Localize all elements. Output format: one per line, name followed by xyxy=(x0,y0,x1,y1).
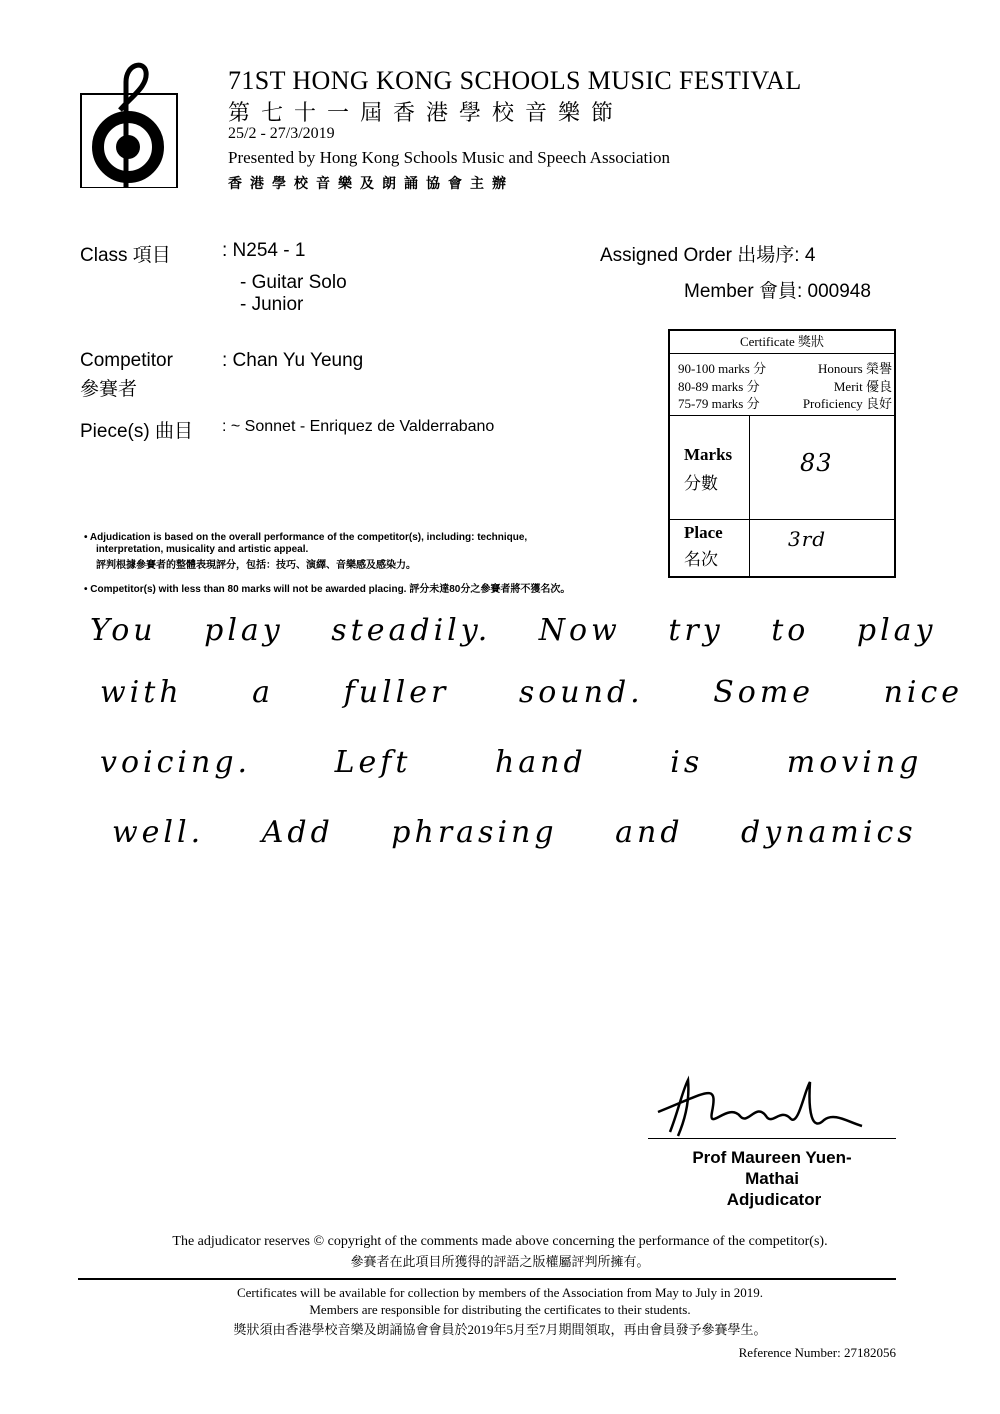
member-number: Member 會員: 000948 xyxy=(684,281,871,302)
certificate-box xyxy=(668,329,896,578)
note-bullet-2: • Competitor(s) with less than 80 marks will not be awarded placing. 評分未達80分之參賽者將不獲名次。 xyxy=(84,584,571,595)
place-label: Place xyxy=(684,523,723,542)
assigned-order: Assigned Order 出場序: 4 xyxy=(600,245,816,266)
comment-line: with a fuller sound. Some nice xyxy=(100,675,964,710)
festival-dates: 25/2 - 27/3/2019 xyxy=(228,125,335,142)
marks-label: Marks xyxy=(684,445,733,464)
class-value: : N254 - 1 xyxy=(222,240,306,261)
certificate-range: 80-89 marks 分 xyxy=(678,379,760,394)
footer-line: Certificates will be available for collection by members of the Association from May to July in 2019. xyxy=(236,1285,763,1300)
adjudicator-name-cont: Mathai xyxy=(745,1169,799,1188)
certificate-award: Honours 榮譽 xyxy=(817,361,892,376)
festival-title: 71ST HONG KONG SCHOOLS MUSIC FESTIVAL xyxy=(228,66,802,95)
copyright-notice: The adjudicator reserves © copyright of the comments made above concerning the performance of the competitor(s). xyxy=(172,1234,828,1249)
comment-line: well. Add phrasing and dynamics xyxy=(112,815,917,850)
copyright-notice-zh: 參賽者在此項目所獲得的評語之版權屬評判所擁有。 xyxy=(350,1254,650,1269)
presented-by: Presented by Hong Kong Schools Music and Speech Association xyxy=(228,148,670,167)
reference-number: Reference Number: 27182056 xyxy=(738,1345,896,1360)
adjudicator-title: Adjudicator xyxy=(726,1190,822,1209)
comment-line: You play steadily. Now try to play xyxy=(90,613,937,648)
festival-logo xyxy=(80,62,178,188)
marks-value: 83 xyxy=(800,449,833,477)
signature-line xyxy=(648,1138,896,1139)
place-label-zh: 名次 xyxy=(684,550,718,569)
comment-line: voicing. Left hand is moving xyxy=(100,745,923,780)
note-text-zh: 評判根據參賽者的整體表現評分，包括：技巧、演繹、音樂感及感染力。 xyxy=(96,560,416,571)
certificate-range: 90-100 marks 分 xyxy=(678,361,767,376)
divider xyxy=(670,415,894,416)
marks-label-zh: 分數 xyxy=(684,474,718,493)
certificate-title: Certificate 獎狀 xyxy=(670,331,894,354)
divider xyxy=(749,415,750,578)
note-text: Adjudication is based on the overall performance of the competitor(s), including: technique, xyxy=(89,532,528,543)
class-instrument: - Guitar Solo xyxy=(240,272,347,293)
footer-line: Members are responsible for distributing the certificates to their students. xyxy=(309,1302,691,1317)
competitor-name: : Chan Yu Yeung xyxy=(222,350,364,371)
divider xyxy=(78,1278,896,1280)
adjudicator-name: Prof Maureen Yuen- xyxy=(692,1148,852,1167)
adjudicator-signature xyxy=(648,1072,878,1142)
festival-title-zh: 第七十一屆香港學校音樂節 xyxy=(228,100,625,125)
divider xyxy=(670,519,894,520)
place-value: 3rd xyxy=(788,527,827,551)
presented-by-zh: 香港學校音樂及朗誦協會主辦 xyxy=(228,177,514,192)
certificate-award: Merit 優良 xyxy=(833,379,892,394)
certificate-row xyxy=(678,393,892,412)
pieces-label: Piece(s) 曲目 xyxy=(80,421,193,442)
note-text-cont: interpretation, musicality and artistic appeal. xyxy=(96,544,309,555)
pieces-value: : ~ Sonnet - Enriquez de Valderrabano xyxy=(222,418,495,435)
competitor-label: Competitor xyxy=(80,350,173,371)
note-text: Competitor(s) with less than 80 marks will not be awarded placing. 評分未達80分之參賽者將不獲名次。 xyxy=(90,584,571,595)
competitor-label-zh: 參賽者 xyxy=(80,379,138,400)
note-bullet-1: • Adjudication is based on the overall performance of the competitor(s), including: technique, xyxy=(84,532,528,543)
adjudicator-comments xyxy=(90,605,964,865)
certificate-award: Proficiency 良好 xyxy=(802,396,892,411)
certificate-row xyxy=(678,358,892,377)
class-level: - Junior xyxy=(240,294,304,315)
footer-line-zh: 獎狀須由香港學校音樂及朗誦協會會員於2019年5月至7月期間領取，再由會員發予參賽學生。 xyxy=(233,1322,767,1337)
certificate-range: 75-79 marks 分 xyxy=(678,396,760,411)
class-label: Class 項目 xyxy=(80,245,171,266)
